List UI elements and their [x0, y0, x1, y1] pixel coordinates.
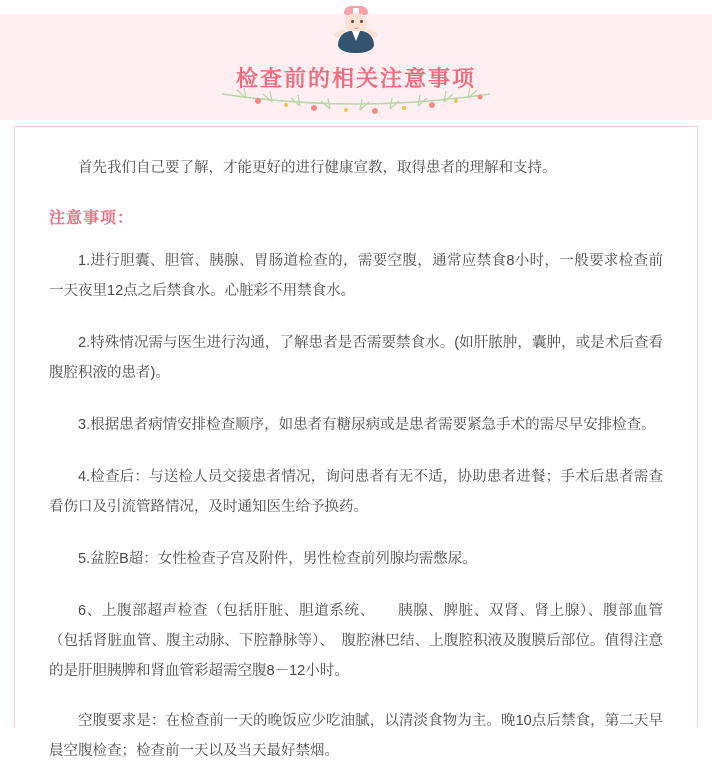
list-item: 6、上腹部超声检查（包括肝脏、胆道系统、 胰腺、脾脏、双肾、肾上腺）、腹部血管（包括肾脏血管、腹主动脉、下腔静脉等）、 腹腔淋巴结、上腹腔积液及腹膜后部位。值得注意的是肝胆胰脾和肾血管彩超需空腹8－12小时。: [49, 603, 663, 679]
document-header: [0, 0, 712, 120]
list-item: 3.根据患者病情安排检查顺序，如患者有糖尿病或是患者需要紧急手术的需尽早安排检查。: [78, 417, 656, 433]
doctor-illustration: [332, 6, 380, 58]
face-shape: [345, 13, 367, 33]
list-item: 1.进行胆囊、胆管、胰腺、胃肠道检查的，需要空腹，通常应禁食8小时，一般要求检查前一天夜里12点之后禁食水。心脏彩不用禁食水。: [49, 253, 663, 299]
left-eye: [351, 20, 354, 23]
list-item: 4.检查后：与送检人员交接患者情况，询问患者有无不适，协助患者进餐；手术后患者需查看伤口及引流管路情况，及时通知医生给予换药。: [49, 469, 663, 515]
page-title: 检查前的相关注意事项: [235, 66, 476, 91]
section-heading: 注意事项：: [49, 210, 135, 227]
list-item: 2.特殊情况需与医生进行沟通，了解患者是否需要禁食水。(如肝脓肿，囊肿，或是术后查看腹腔积液的患者)。: [49, 335, 663, 381]
floral-divider-icon: [0, 88, 712, 116]
intro-paragraph: 首先我们自己要了解，才能更好的进行健康宣教，取得患者的理解和支持。: [78, 160, 557, 176]
right-eye: [360, 20, 363, 23]
list-item: 5.盆腔B超：女性检查子宫及附件，男性检查前列腺均需憋尿。: [78, 551, 477, 567]
list-item: 空腹要求是：在检查前一天的晚饭应少吃油腻，以清淡食物为主。晚10点后禁食，第二天早晨空腹检查；检查前一天以及当天最好禁烟。: [49, 713, 663, 759]
content-body: [15, 127, 697, 766]
content-frame: [14, 126, 698, 759]
